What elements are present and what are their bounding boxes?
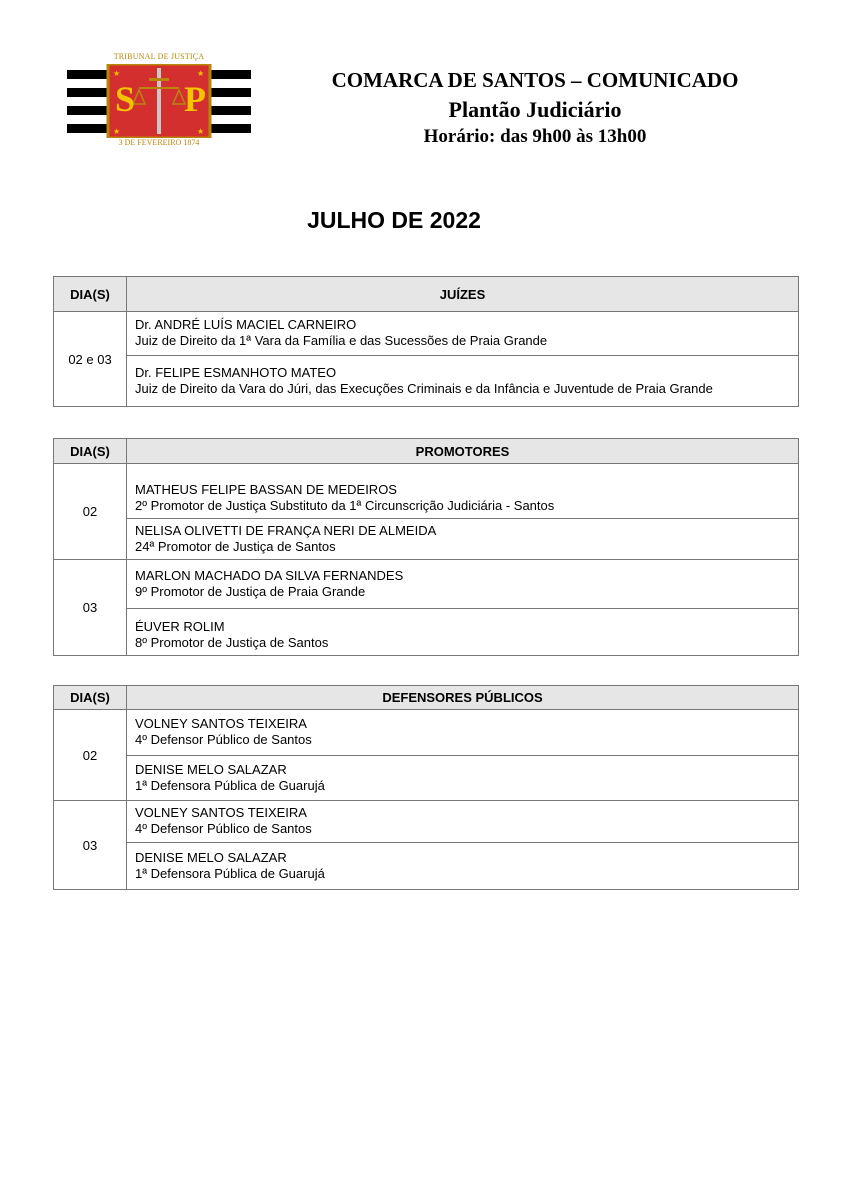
table-header-row	[54, 686, 799, 710]
person-name: MARLON MACHADO DA SILVA FERNANDES	[135, 567, 404, 583]
table-row	[54, 464, 799, 519]
person-role: 2º Promotor de Justiça Substituto da 1ª Circunscrição Judiciária - Santos	[135, 498, 555, 513]
column-header-judges: JUÍZES	[127, 277, 799, 312]
day-cell: 02	[54, 464, 127, 560]
person-name: NELISA OLIVETTI DE FRANÇA NERI DE ALMEIDA	[135, 522, 437, 538]
column-header-defenders: DEFENSORES PÚBLICOS	[127, 686, 799, 710]
day-cell: 02	[54, 710, 127, 801]
table-row	[54, 710, 799, 756]
person-role: Juiz de Direito da 1ª Vara da Família e das Sucessões de Praia Grande	[135, 333, 548, 348]
svg-text:★: ★	[113, 127, 121, 136]
person-role: 24ª Promotor de Justiça de Santos	[135, 538, 336, 554]
defenders-table	[53, 685, 799, 890]
table-row	[54, 843, 799, 890]
person-name: MATHEUS FELIPE BASSAN DE MEDEIROS	[135, 482, 397, 497]
svg-text:★: ★	[113, 69, 121, 78]
person-cell	[127, 312, 799, 356]
person-cell	[127, 609, 799, 656]
person-name: DENISE MELO SALAZAR	[135, 849, 287, 865]
column-header-days: DIA(S)	[54, 686, 127, 710]
person-name: DENISE MELO SALAZAR	[135, 761, 287, 777]
table-row	[54, 801, 799, 843]
person-name: VOLNEY SANTOS TEIXEIRA	[135, 716, 307, 731]
column-header-days: DIA(S)	[54, 277, 127, 312]
table-row	[54, 560, 799, 609]
header-schedule: Horário: das 9h00 às 13h00	[423, 126, 647, 147]
table-row	[54, 609, 799, 656]
column-header-days: DIA(S)	[54, 439, 127, 464]
person-role: 4º Defensor Público de Santos	[135, 732, 312, 747]
judges-table	[53, 276, 799, 407]
logo-letter-left: S	[115, 79, 136, 119]
day-cell: 02 e 03	[54, 312, 127, 407]
person-cell	[127, 756, 799, 801]
table-row	[54, 519, 799, 560]
page-title: JULHO DE 2022	[307, 207, 481, 233]
person-cell	[127, 710, 799, 756]
table-header-row	[54, 439, 799, 464]
table-row	[54, 356, 799, 407]
logo-top-text: TRIBUNAL DE JUSTIÇA	[113, 52, 205, 61]
person-role: 1ª Defensora Pública de Guarujá	[135, 865, 325, 881]
logo-bottom-text: 3 DE FEVEREIRO 1874	[118, 138, 200, 147]
person-name: Dr. FELIPE ESMANHOTO MATEO	[135, 364, 337, 380]
header-subtitle: Plantão Judiciário	[448, 97, 622, 122]
person-name: ÉUVER ROLIM	[135, 619, 225, 634]
svg-text:★: ★	[197, 69, 205, 78]
person-cell	[127, 801, 799, 843]
person-cell	[127, 519, 799, 560]
person-cell	[127, 560, 799, 609]
court-emblem-icon	[67, 64, 251, 138]
svg-text:★: ★	[197, 127, 205, 136]
day-cell: 03	[54, 560, 127, 656]
table-header-row	[54, 277, 799, 312]
person-cell	[127, 843, 799, 890]
person-role: 1ª Defensora Pública de Guarujá	[135, 777, 325, 793]
column-header-prosecutors: PROMOTORES	[127, 439, 799, 464]
person-role: 4º Defensor Público de Santos	[135, 821, 312, 836]
prosecutors-table	[53, 438, 799, 656]
logo-letter-right: P	[184, 79, 206, 119]
person-name: Dr. ANDRÉ LUÍS MACIEL CARNEIRO	[135, 317, 357, 332]
person-role: Juiz de Direito da Vara do Júri, das Execuções Criminais e da Infância e Juventude de Praia Grande	[135, 380, 713, 396]
person-role: 9º Promotor de Justiça de Praia Grande	[135, 583, 366, 599]
table-row	[54, 312, 799, 356]
person-role: 8º Promotor de Justiça de Santos	[135, 635, 329, 650]
person-cell	[127, 356, 799, 407]
court-logo	[67, 52, 251, 152]
header-title: COMARCA DE SANTOS – COMUNICADO	[331, 68, 739, 92]
table-row	[54, 756, 799, 801]
person-cell	[127, 464, 799, 519]
day-cell: 03	[54, 801, 127, 890]
person-name: VOLNEY SANTOS TEIXEIRA	[135, 805, 307, 820]
